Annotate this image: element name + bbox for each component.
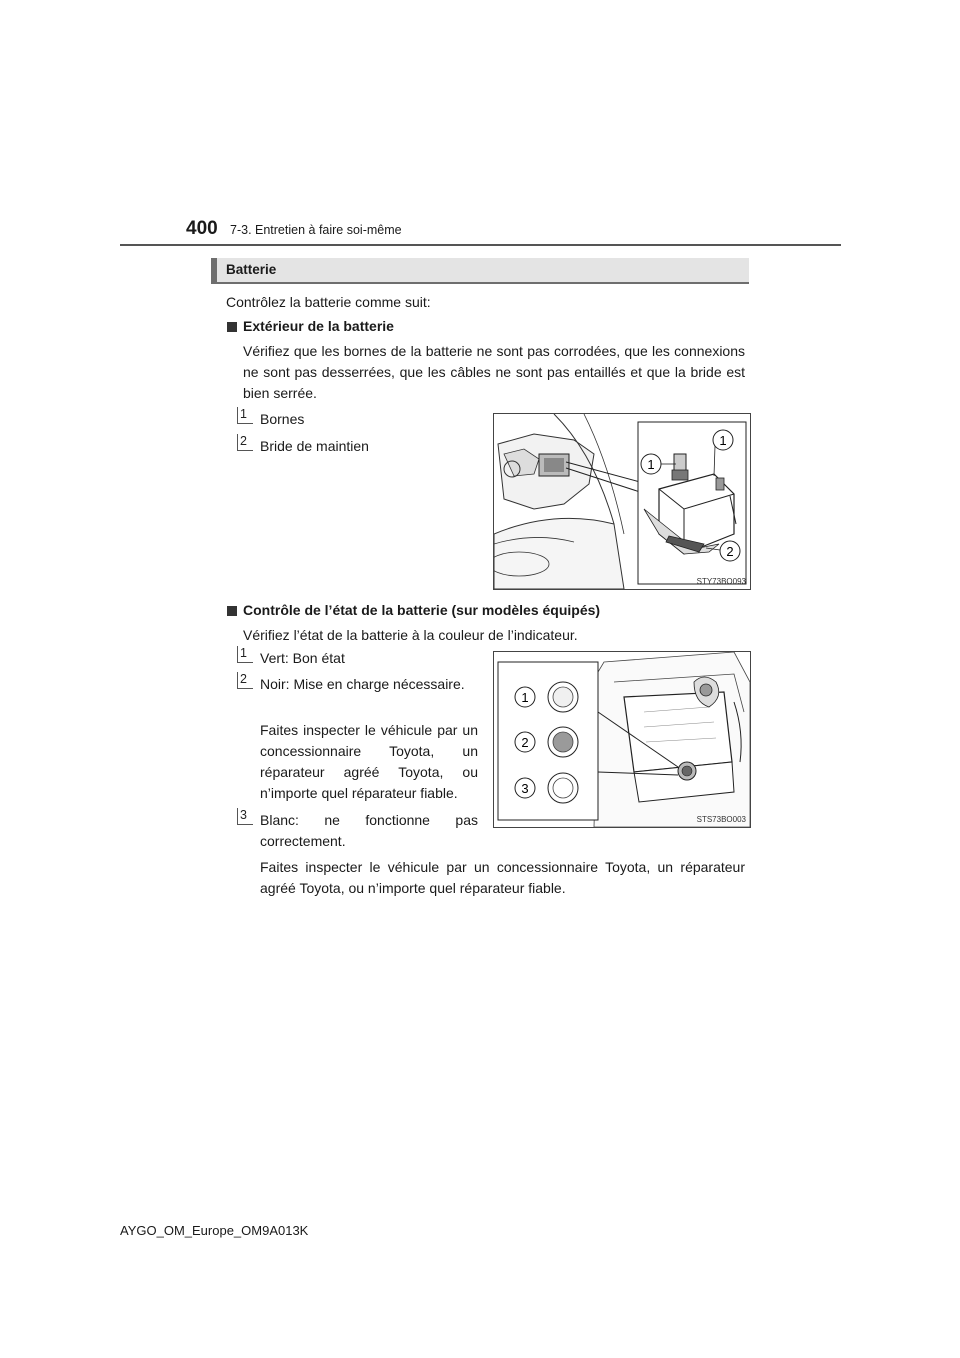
callout-label: 3	[521, 781, 529, 796]
item-number: 3	[237, 808, 253, 825]
indicator-paragraph: Vérifiez l’état de la batterie à la couleur de l’indicateur.	[243, 627, 578, 643]
item-number: 2	[237, 672, 253, 689]
item-label-bride: Bride de maintien	[260, 438, 369, 454]
intro-text: Contrôlez la batterie comme suit:	[226, 294, 431, 310]
section-title: 7-3. Entretien à faire soi-même	[230, 223, 402, 237]
figure-code: STY73BO093	[696, 577, 746, 586]
callout-label: 1	[719, 433, 727, 448]
battery-exterior-illustration	[494, 414, 750, 589]
battery-indicator-illustration	[494, 652, 750, 827]
callout-label: 2	[726, 544, 734, 559]
item-label-bornes: Bornes	[260, 411, 305, 427]
item-number: 1	[237, 646, 253, 663]
item-number: 2	[237, 434, 253, 451]
indicator-heading: Contrôle de l’état de la batterie (sur modèles équipés)	[243, 602, 601, 618]
section-bullet	[227, 606, 237, 616]
item-note-blanc: Faites inspecter le véhicule par un concessionnaire Toyota, un réparateur agréé Toyota, ou n’importe quel réparateur fiable.	[260, 859, 745, 896]
topic-heading: Batterie	[226, 262, 277, 277]
heading-accent-bar	[211, 258, 217, 282]
footer-doc-id: AYGO_OM_Europe_OM9A013K	[120, 1223, 309, 1238]
callout-label: 2	[521, 735, 529, 750]
battery-exterior-figure	[493, 413, 751, 590]
item-label-blanc: Blanc: ne fonctionne pas correctement.	[260, 812, 478, 849]
battery-indicator-figure	[493, 651, 751, 828]
item-number: 1	[237, 407, 253, 424]
item-label-vert: Vert: Bon état	[260, 650, 345, 666]
item-label-noir: Noir: Mise en charge nécessaire.	[260, 676, 465, 692]
callout-label: 1	[521, 690, 529, 705]
callout-label: 1	[647, 457, 655, 472]
page-number: 400	[186, 218, 218, 239]
exterior-heading: Extérieur de la batterie	[243, 318, 394, 334]
item-note-noir: Faites inspecter le véhicule par un concessionnaire Toyota, un réparateur agréé Toyota, ou n’importe quel réparateur fiable.	[260, 722, 478, 801]
section-bullet	[227, 322, 237, 332]
exterior-paragraph: Vérifiez que les bornes de la batterie ne sont pas corrodées, que les connexions ne sont pas desserrées, que les câbles ne sont pas entaillés et que la bride est bien serrée.	[243, 343, 745, 401]
figure-code: STS73BO003	[696, 815, 746, 824]
header-rule	[120, 244, 841, 246]
topic-heading-box	[211, 258, 749, 284]
